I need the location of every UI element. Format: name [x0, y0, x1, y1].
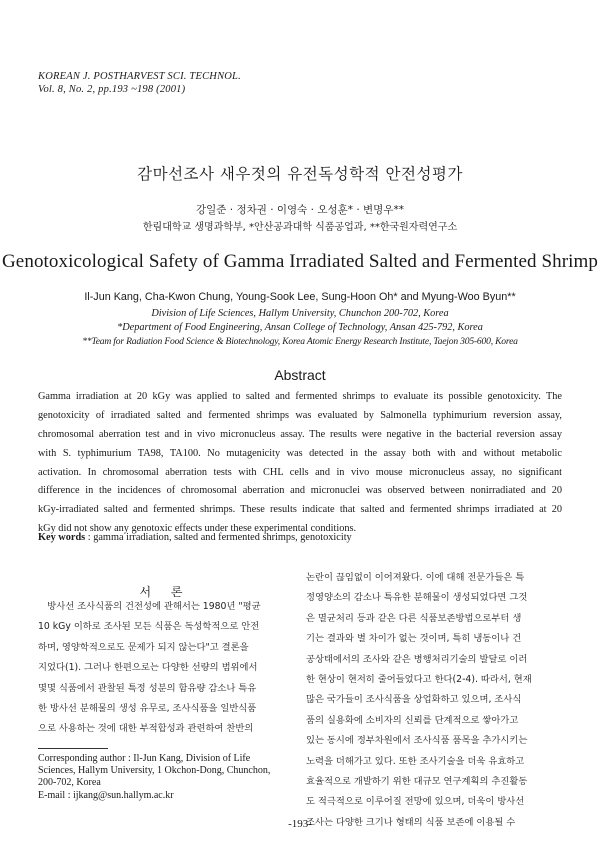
korean-affiliations: 한림대학교 생명과학부, *안산공과대학 식품공업과, **한국원자력연구소	[142, 222, 458, 233]
body-line: 노력을 더해가고 있다. 또한 조사기술을 더욱 유효하고	[306, 755, 525, 767]
body-line: 몇몇 식품에서 관찰된 특정 성분의 함유량 감소나 특유	[38, 682, 257, 694]
correspondence-footnote	[38, 753, 296, 802]
english-affiliation-3: **Team for Radiation Food Science & Biotechnology, Korea Atomic Energy Research Institute, Taejon 305-600, Korea	[82, 336, 518, 347]
correspondence-line: Corresponding author : Il-Jun Kang, Division of Life	[38, 753, 251, 764]
keywords-label: Key words	[38, 532, 86, 543]
abstract-line: genotoxicity of irradiated salted and fermented shrimps was evaluated by Salmonella typhimurium reversion assay,	[38, 409, 562, 421]
abstract-line: activation. In chromosomal aberration tests with CHL cells and in vivo mouse micronucleus assay, no significant	[38, 466, 562, 478]
body-line: 조사는 다양한 크기나 형태의 식품 보존에 이용될 수	[306, 816, 516, 828]
abstract-line: difference in the incidences of chromosomal aberration and micronuclei was observed between nonirradiated and 20	[38, 485, 562, 497]
body-line: 은 멸균처리 등과 같은 다른 식품보존방법으로부터 생	[306, 612, 522, 624]
correspondence-email: E-mail : ijkang@sun.hallym.ac.kr	[38, 789, 174, 801]
body-line: 한 현상이 현저히 줄어들었다고 한다(2-4). 따라서, 현재	[306, 673, 532, 685]
body-line: 도 적극적으로 이루어질 전망에 있으며, 더욱이 방사선	[306, 796, 525, 808]
abstract-line: kGy-irradiated salted and fermented shrimps. These results indicate that salted and fermented shrimps irradiated at 20	[38, 504, 562, 516]
keywords-text: : gamma irradiation, salted and fermented shrimps, genotoxicity	[85, 532, 352, 543]
abstract-line: with S. typhimurium TA98, TA100. No mutagenicity was detected in the assay both with and without metabolic	[38, 447, 562, 459]
journal-name: KOREAN J. POSTHARVEST SCI. TECHNOL.	[38, 71, 241, 82]
correspondence-line: Sciences, Hallym University, 1 Okchon-Dong, Chunchon,	[38, 765, 271, 777]
keywords	[38, 532, 352, 543]
korean-authors: 강일준 · 정차권 · 이영숙 · 오성훈* · 변명우**	[196, 204, 404, 216]
intro-column-left	[38, 597, 294, 740]
english-affiliation-1: Division of Life Sciences, Hallym University, Chunchon 200-702, Korea	[151, 308, 449, 319]
abstract-heading: Abstract	[274, 367, 326, 383]
body-line: 하며, 영양학적으로도 문제가 되지 않는다"고 결론을	[38, 641, 249, 653]
body-line: 한 방사선 분해물의 생성 유무로, 조사식품을 일반식품	[38, 702, 257, 714]
abstract-body	[38, 388, 562, 539]
intro-column-right	[306, 568, 564, 833]
body-line: 논란이 끊임없이 이어져왔다. 이에 대해 전문가들은 특	[306, 572, 525, 583]
abstract-line: kGy did not show any genotoxic effects under these experimental conditions.	[38, 523, 357, 535]
body-line: 방사선 조사식품의 건전성에 관해서는 1980년 "평균	[38, 601, 261, 612]
journal-header	[38, 70, 241, 96]
body-line: 정영양소의 감소나 특유한 분해물이 생성되었다면 그것	[306, 592, 528, 604]
body-line: 으로 사용하는 것에 대한 부적합성과 관련하여 찬반의	[38, 723, 254, 735]
body-line: 품의 실용화에 소비자의 신뢰를 단계적으로 쌓아가고	[306, 714, 519, 726]
correspondence-line: 200-702, Korea	[38, 777, 101, 789]
body-line: 기는 결과와 별 차이가 없는 것이며, 특히 냉동이나 건	[306, 633, 522, 645]
body-line: 지었다(1). 그러나 한편으로는 다양한 선량의 범위에서	[38, 662, 258, 674]
korean-title: 감마선조사 새우젓의 유전독성학적 안전성평가	[137, 165, 463, 183]
body-line: 많은 국가들이 조사식품을 상업화하고 있으며, 조사식	[306, 694, 522, 706]
journal-volume: Vol. 8, No. 2, pp.193 ~198 (2001)	[38, 84, 186, 95]
english-authors: Il-Jun Kang, Cha-Kwon Chung, Young-Sook Lee, Sung-Hoon Oh* and Myung-Woo Byun**	[84, 291, 516, 303]
abstract-line: chromosomal aberration test and in vivo micronucleus assay. The results were negative in the bacterial reversion assay	[38, 428, 562, 440]
body-line: 효율적으로 개발하기 위한 대규모 연구계획의 추진활동	[306, 775, 528, 787]
english-title: Genotoxicological Safety of Gamma Irradiated Salted and Fermented Shrimp	[1, 251, 599, 272]
body-line: 10 kGy 이하로 조사된 모든 식품은 독성학적으로 안전	[38, 621, 260, 633]
abstract-line: Gamma irradiation at 20 kGy was applied to salted and fermented shrimps to evaluate its possible genotoxicity. The	[38, 391, 562, 402]
body-line: 있는 동시에 정부차원에서 조사식품 품목을 추가시키는	[306, 735, 528, 747]
section-heading-introduction: 서 론	[139, 585, 191, 599]
body-line: 공상태에서의 조사와 같은 병행처리기술의 발달로 이러	[306, 653, 528, 665]
page-number: -193-	[288, 818, 312, 830]
footnote-rule	[38, 748, 108, 749]
english-affiliation-2: *Department of Food Engineering, Ansan College of Technology, Ansan 425-792, Korea	[117, 322, 483, 333]
